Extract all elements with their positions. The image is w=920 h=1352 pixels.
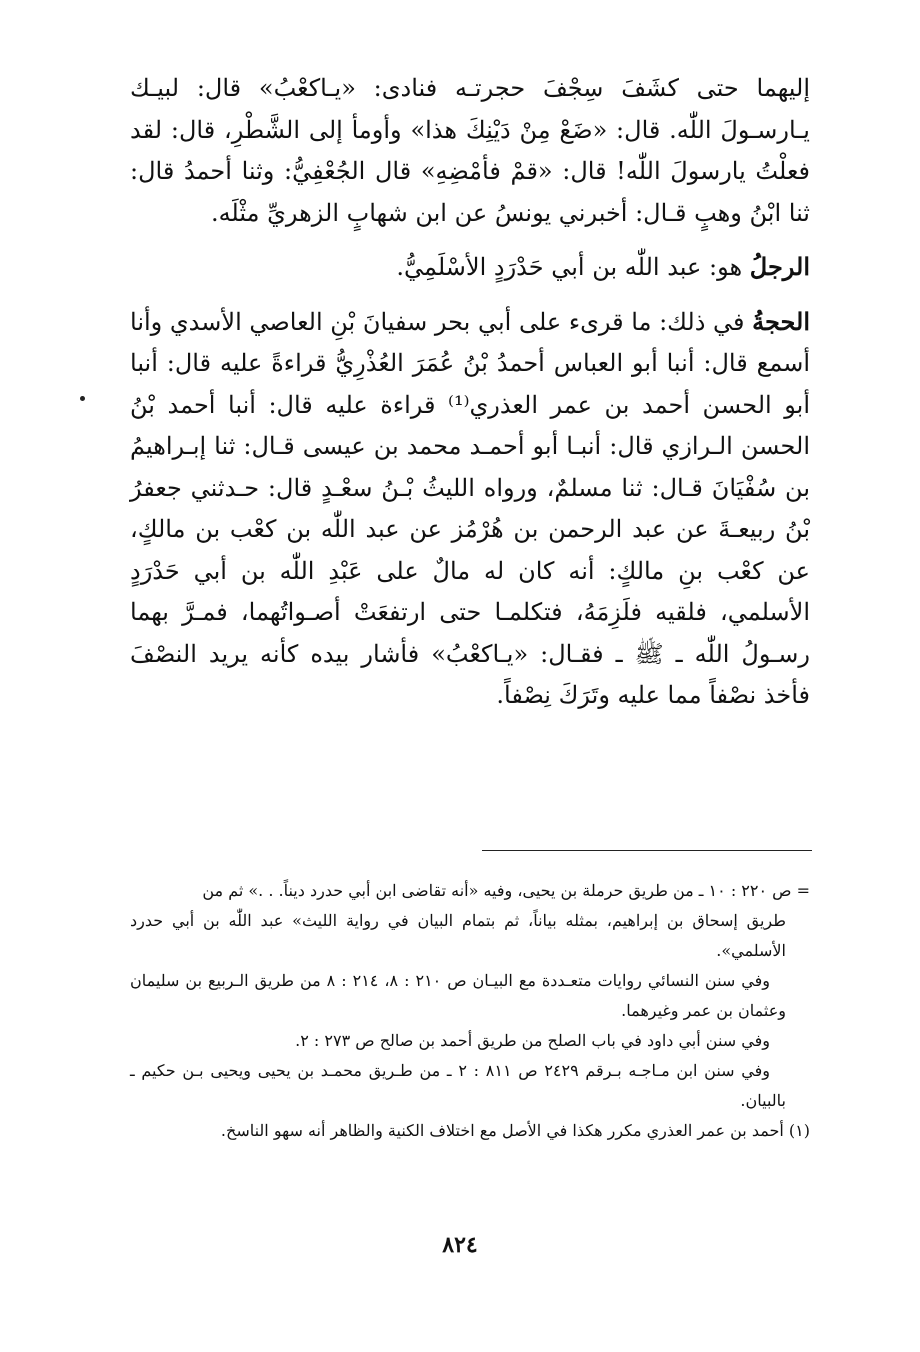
paragraph-body: هو: عبد اللّٰه بن أبي حَدْرَدٍ الأسْلَمِيُّ. — [396, 253, 750, 281]
paragraph-lead-word: الرجلُ — [749, 252, 810, 281]
paragraph-body: في ذلك: ما قرىء على أبي بحر سفيانَ بْنِ العاصي الأسدي وأنا أسمع قال: أنبا أبو العباس أحمدُ بْنُ عُمَرَ العُذْرِيُّ قراءةً عليه قال: أنبا أبو الحسن أحمد بن عمر العذري⁽¹⁾ قراءة عليه قال: أنبا أحمد بْنُ الحسن الـرازي قال: أنبـا أبو أحمـد محمد بن عيسى قـال: ثنا إبـراهيمُ بن سُفْيَانَ قـال: ثنا مسلمٌ، ورواه الليثُ بْـنُ سعْـدٍ قال: حـدثني جعفرُ بْنُ ربيعـةَ عن عبد الرحمن بن هُرْمُز عن عبد اللّٰه بن كعْب بن مالكٍ، عن كعْب بنِ مالكٍ: أنه كان له مالٌ على عَبْدِ اللّٰه بن أبي حَدْرَدٍ الأسلمي، فلقيه فلَزِمَهُ، فتكلمـا حتى ارتفعَتْ أصـواتُهما، فمـرَّ بهما رسـولُ اللّٰه ـ ﷺ ـ فقـال: «يـاكعْبُ» فأشار بيده كأنه يريد النصْفَ فأخذ نصْفاً مما عليه وتَرَكَ نِصْفاً. — [130, 307, 810, 709]
footnotes — [130, 876, 810, 1146]
paragraph-lead-word: الحجةُ — [752, 306, 810, 336]
paragraph — [130, 246, 810, 289]
paragraph: إليهما حتى كشَفَ سِجْفَ حجرتـه فنادى: «يـاكعْبُ» قال: لبيـك يـارسـولَ اللّٰه. قال: «ضَعْ مِنْ دَيْنِكَ هذا» وأومأ إلى الشَّطْرِ، قال: لقد فعلْتُ يارسولَ اللّٰه! قال: «قمْ فأمْضِهِ» قال الجُعْفِيُّ: وثنا أحمدُ قال: ثنا ابْنُ وهبٍ قـال: أخبرني يونسُ عن ابن شهابٍ الزهريِّ مثْلَه. — [130, 74, 810, 227]
footnote-divider — [482, 850, 812, 851]
stray-dot-mark — [80, 396, 85, 401]
footnote-line: وفي سنن النسائي روايات متعـددة مع البيـان ص ٢١٠ : ٨، ٢١٤ : ٨ من طريق الـربيع بن سليمان وعثمان بن عمر وغيرهما. — [130, 971, 786, 1020]
paragraph — [130, 301, 810, 717]
footnote-line: = ص ٢٢٠ : ١٠ ـ من طريق حرملة بن يحيى، وفيه «أنه تقاضى ابن أبي حدرد ديناً. . .» ثم من — [202, 881, 810, 900]
main-text — [130, 68, 810, 717]
footnote-line: طريق إسحاق بن إبراهيم، بمثله بياناً، ثم بتمام البيان في رواية الليث» عبد اللّٰه بن أبي حدرد الأسلمي». — [130, 911, 786, 960]
footnote-line: وفي سنن ابن مـاجـه بـرقم ٢٤٢٩ ص ٨١١ : ٢ ـ من طـريق محمـد بن يحيى ويحيى بـن حكيم ـ بالبيان. — [130, 1061, 786, 1110]
footnote-line: وفي سنن أبي داود في باب الصلح من طريق أحمد بن صالح ص ٢٧٣ : ٢. — [295, 1031, 770, 1050]
page-number: ٨٢٤ — [442, 1232, 478, 1258]
footnote-note: (١) أحمد بن عمر العذري مكرر هكذا في الأصل مع اختلاف الكنية والظاهر أنه سهو الناسخ. — [220, 1121, 810, 1140]
